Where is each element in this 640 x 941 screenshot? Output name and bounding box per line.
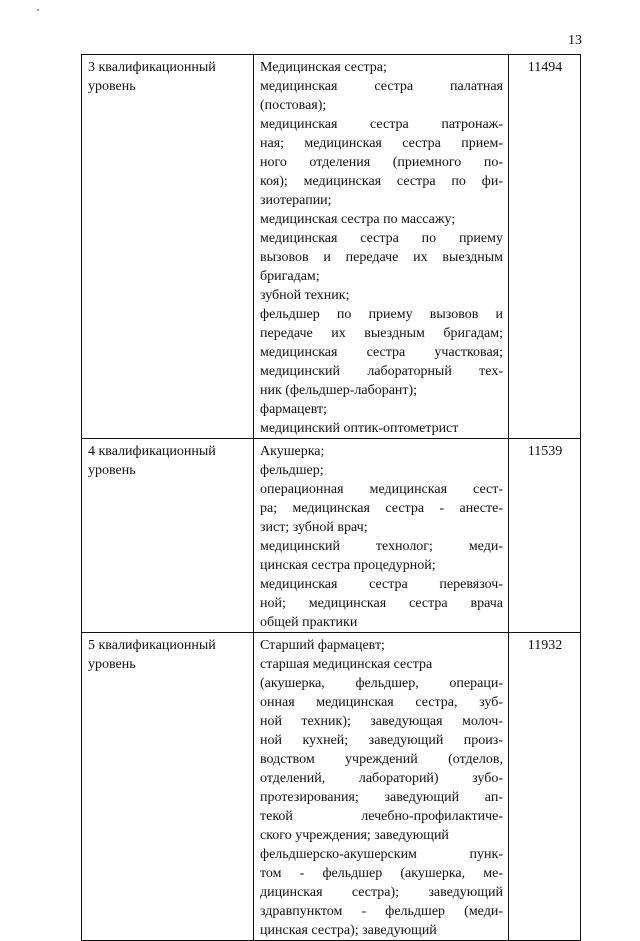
salary-cell: 11494 [509, 55, 581, 439]
qualification-level-cell [82, 55, 254, 439]
qualification-level-text: уровень [88, 463, 136, 478]
positions-cell [254, 55, 509, 439]
position-line: бригадам; [260, 269, 320, 284]
position-line: ной; медицинская сестра врача [260, 596, 503, 611]
position-line: фельдшерско-акушерским пунк- [260, 847, 503, 862]
positions-cell [254, 439, 509, 633]
qualification-level-text: 3 квалификационный [88, 60, 216, 75]
scan-speck [37, 9, 39, 11]
position-line: медицинский оптик-оптометрист [260, 421, 459, 436]
position-line: медицинский технолог; меди- [260, 539, 503, 554]
position-line: онная медицинская сестра, зуб- [260, 695, 503, 710]
qualification-level-cell [82, 439, 254, 633]
table-body [82, 55, 581, 941]
position-line: старшая медицинская сестра [260, 657, 433, 672]
position-line: ной кухней; заведующий произ- [260, 733, 503, 748]
position-line: зубной техник; [260, 288, 350, 303]
position-line: ра; медицинская сестра - анесте- [260, 501, 503, 516]
position-line: Акушерка; [260, 444, 325, 459]
position-line: медицинская сестра патронаж- [260, 117, 503, 132]
position-line: том - фельдшер (акушерка, ме- [260, 866, 503, 881]
table-row [82, 55, 581, 439]
position-line: цинская сестра); заведующий [260, 923, 437, 938]
position-line: фельдшер; [260, 463, 324, 478]
table-row [82, 439, 581, 633]
position-line: водством учреждений (отделов, [260, 752, 503, 767]
salary-cell: 11932 [509, 633, 581, 941]
position-line: фельдшер по приему вызовов и [260, 307, 503, 322]
position-line: ного отделения (приемного по- [260, 155, 503, 170]
position-line: отделений, лабораторий) зубо- [260, 771, 503, 786]
qualification-level-text: уровень [88, 657, 136, 672]
position-line: медицинская сестра по приему [260, 231, 503, 246]
qualification-level-text: 4 квалификационный [88, 444, 216, 459]
position-line: (акушерка, фельдшер, операци- [260, 676, 503, 691]
position-line: ник (фельдшер-лаборант); [260, 383, 418, 398]
position-line: ной техник); заведующая молоч- [260, 714, 503, 729]
position-line: ная; медицинская сестра прием- [260, 136, 503, 151]
position-line: текой лечебно-профилактиче- [260, 809, 503, 824]
position-line: фармацевт; [260, 402, 328, 417]
position-line: зист; зубной врач; [260, 520, 368, 535]
table-row [82, 633, 581, 941]
position-line: передаче их выездным бригадам; [260, 326, 503, 341]
qualification-level-text: уровень [88, 79, 136, 94]
qualification-levels-table [81, 54, 581, 941]
position-line: Старший фармацевт; [260, 638, 385, 653]
position-line: протезирования; заведующий ап- [260, 790, 503, 805]
position-line: медицинская сестра участковая; [260, 345, 503, 360]
position-line: медицинская сестра палатная [260, 79, 503, 94]
page-number: 13 [568, 33, 582, 48]
qualification-level-cell [82, 633, 254, 941]
qualification-level-text: 5 квалификационный [88, 638, 216, 653]
position-line: общей практики [260, 615, 358, 630]
position-line: дицинская сестра); заведующий [260, 885, 503, 900]
position-line: (постовая); [260, 98, 327, 113]
position-line: Медицинская сестра; [260, 60, 387, 75]
position-line: ского учреждения; заведующий [260, 828, 449, 843]
position-line: коя); медицинская сестра по фи- [260, 174, 503, 189]
position-line: здравпунктом - фельдшер (меди- [260, 904, 503, 919]
position-line: зиотерапии; [260, 193, 332, 208]
position-line: операционная медицинская сест- [260, 482, 503, 497]
positions-cell [254, 633, 509, 941]
salary-cell: 11539 [509, 439, 581, 633]
position-line: медицинская сестра перевязоч- [260, 577, 503, 592]
position-line: медицинский лабораторный тех- [260, 364, 503, 379]
position-line: цинская сестра процедурной; [260, 558, 436, 573]
position-line: вызовов и передаче их выездным [260, 250, 503, 265]
position-line: медицинская сестра по массажу; [260, 212, 456, 227]
